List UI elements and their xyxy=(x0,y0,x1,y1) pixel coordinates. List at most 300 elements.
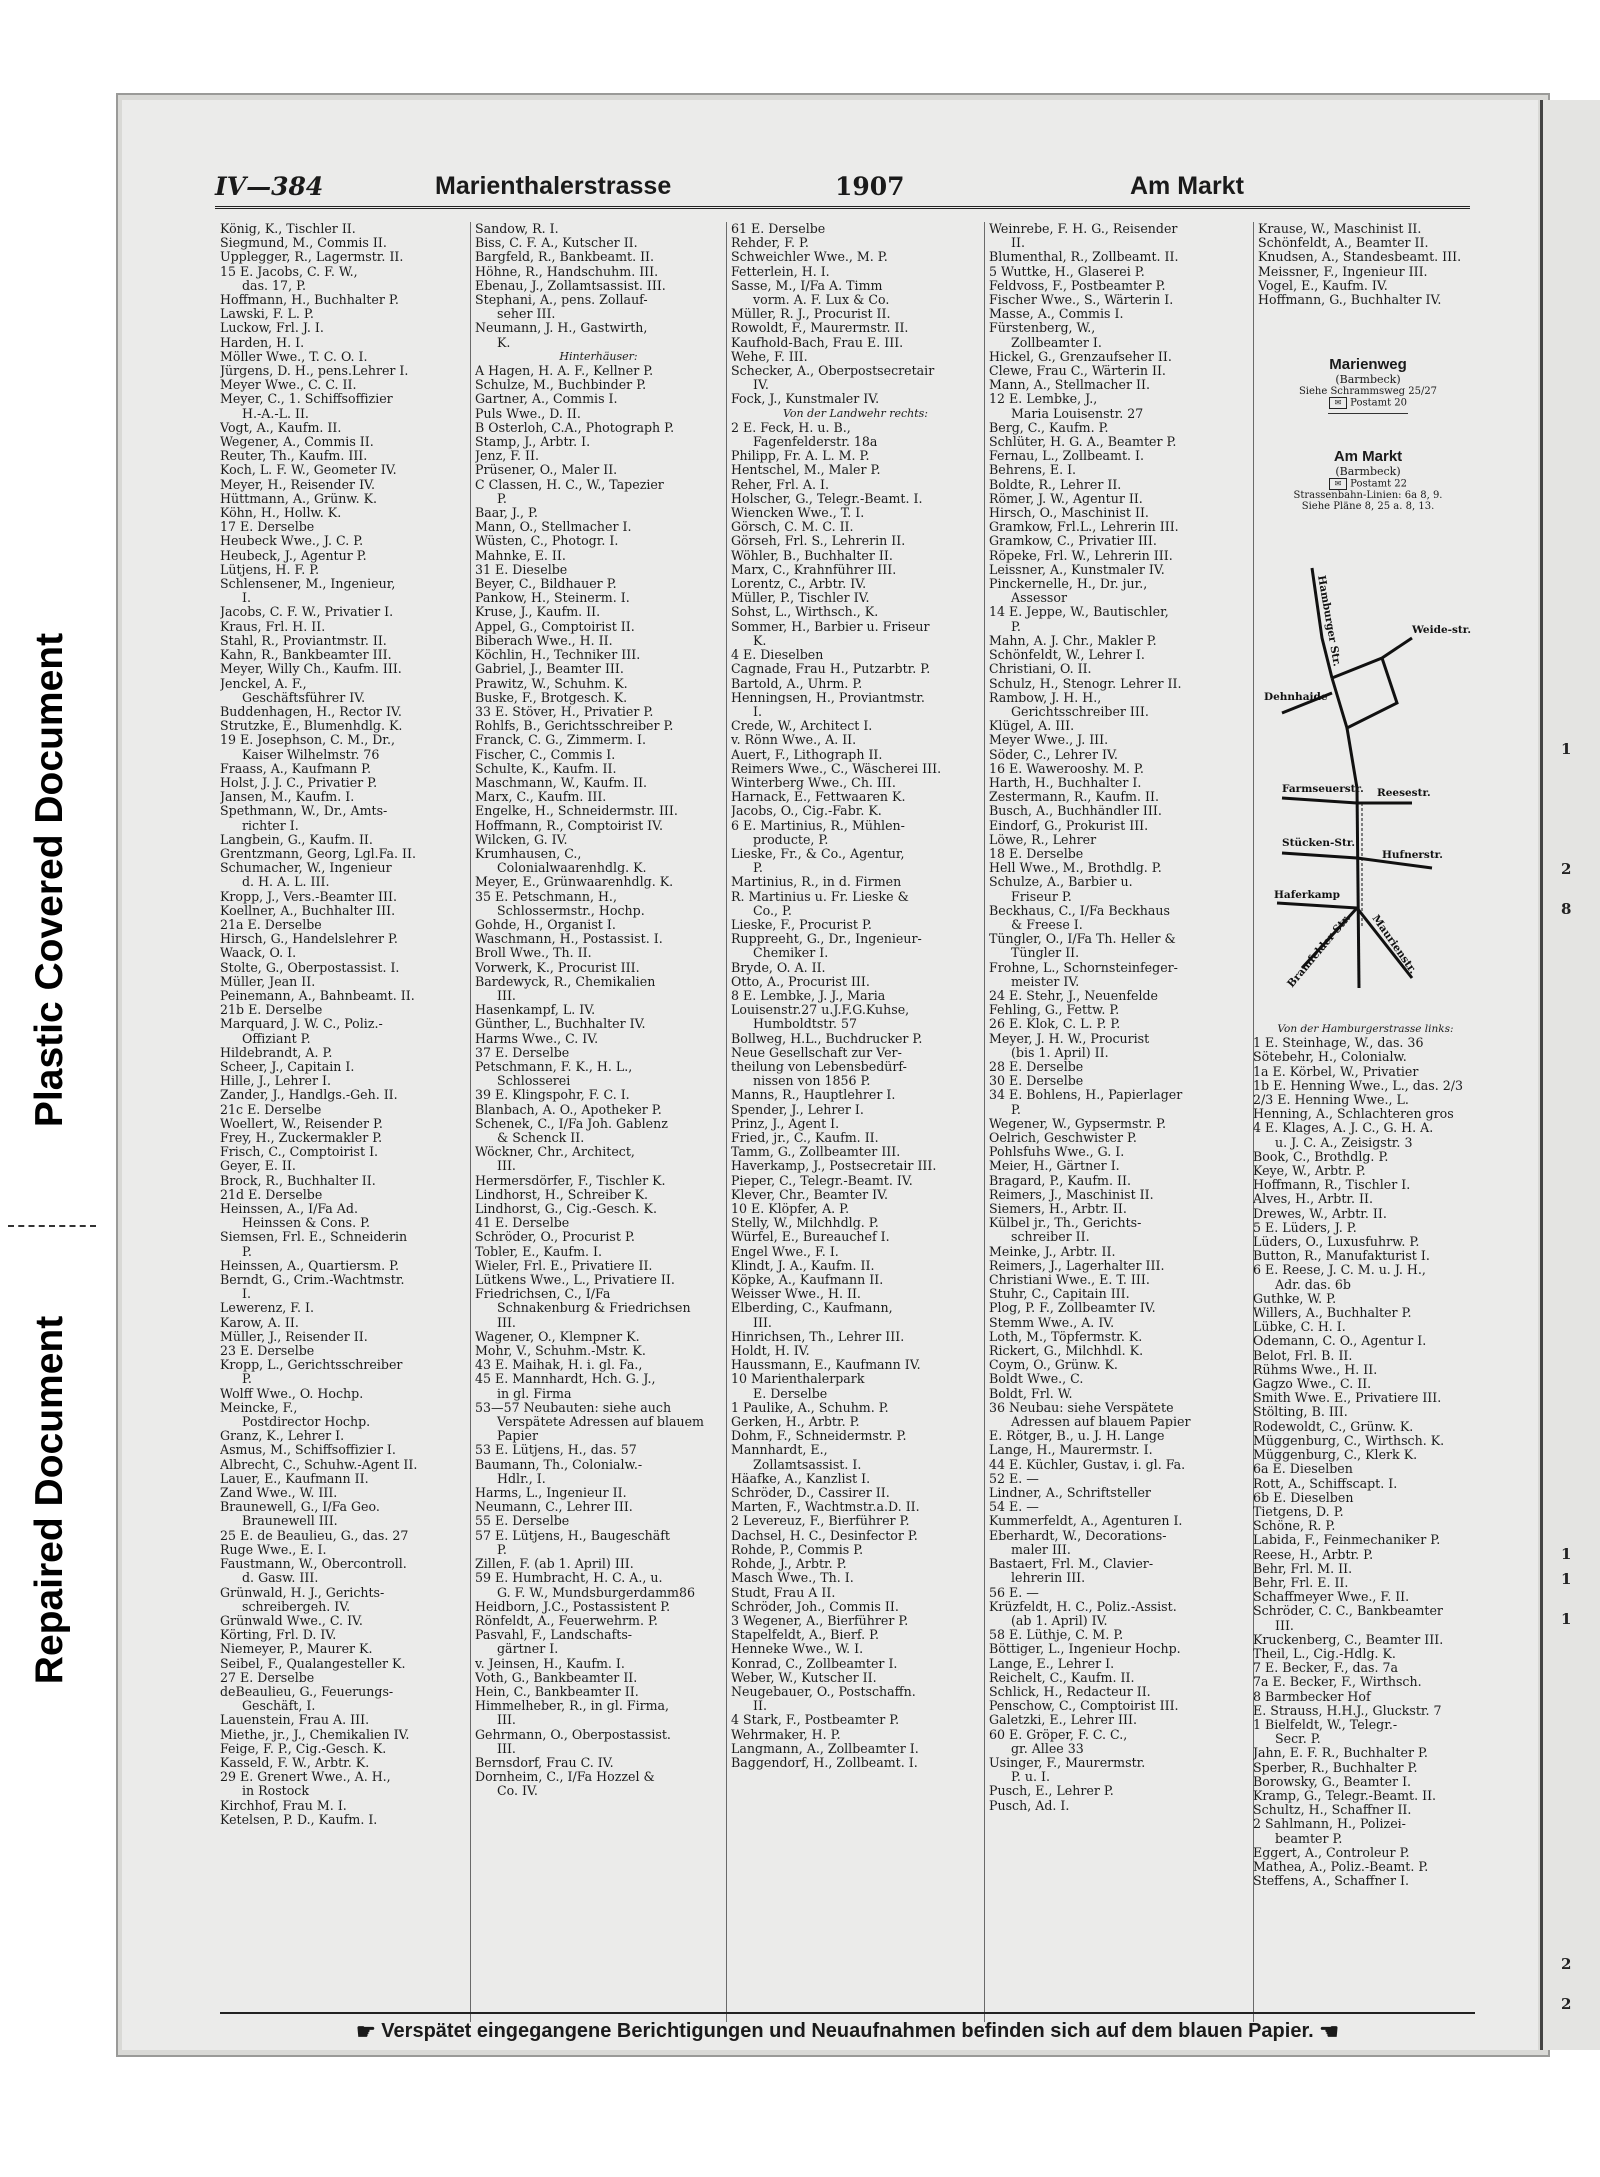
directory-entry: Hoffmann, R., Comptoirist IV. xyxy=(475,818,664,833)
directory-entry: Eberhardt, W., Decorations- xyxy=(989,1528,1167,1543)
directory-entry: Kaiser Wilhelmstr. 76 xyxy=(242,747,380,762)
directory-entry: Meyer, C., 1. Schiffsoffizier xyxy=(220,392,393,407)
directory-entry: Wolff Wwe., O. Hochp. xyxy=(220,1386,364,1401)
directory-entry: 6 E. Reese, J. C. M. u. J. H., xyxy=(1253,1263,1426,1278)
directory-entry: Boldt, Frl. W. xyxy=(989,1386,1073,1401)
directory-entry: Kraus, Frl. H. II. xyxy=(220,619,326,634)
am-markt-postamt: Postamt 22 xyxy=(1350,478,1408,490)
directory-entry: meister IV. xyxy=(1011,974,1080,989)
directory-entry: Prawitz, W., Schuhm. K. xyxy=(475,676,628,691)
directory-entry: E. Rötger, B., u. J. H. Lange xyxy=(989,1429,1165,1444)
directory-entry: Adr. das. 6b xyxy=(1275,1277,1351,1292)
directory-entry: Neugebauer, O., Postschaffn. xyxy=(731,1684,916,1699)
directory-entry: Loth, M., Töpfermstr. K. xyxy=(989,1329,1143,1344)
marienweg-title: Marienweg xyxy=(1329,356,1407,373)
directory-entry: Köhn, H., Hollw. K. xyxy=(220,506,342,521)
directory-entry: Maschmann, W., Kaufm. II. xyxy=(475,775,648,790)
directory-entry: Boldt Wwe., C. xyxy=(989,1372,1084,1387)
directory-entry: Löwe, R., Lehrer xyxy=(989,832,1097,847)
directory-entry: Puls Wwe., D. II. xyxy=(475,406,581,421)
map-label-bramfelder-str: Bramfelder Str. xyxy=(1285,912,1354,990)
directory-entry: Gerken, H., Arbtr. P. xyxy=(731,1415,860,1430)
post-box-icon: ✉ xyxy=(1329,397,1347,409)
directory-entry: Schlüter, H. G. A., Beamter P. xyxy=(989,435,1177,450)
directory-column-4 xyxy=(984,222,1249,2022)
directory-entry: 4 E. Klages, A. J. C., G. H. A. xyxy=(1253,1121,1434,1136)
directory-entry: Vorwerk, K., Procurist III. xyxy=(475,960,640,975)
directory-entry: 31 E. Dieselbe xyxy=(475,562,568,577)
directory-entry: Seibel, F., Qualangesteller K. xyxy=(220,1656,406,1671)
directory-entry: Niemeyer, P., Maurer K. xyxy=(220,1642,373,1657)
directory-entry: Tamm, G., Zollbeamter III. xyxy=(731,1145,901,1160)
directory-entry: Waack, O. I. xyxy=(220,946,297,961)
directory-entry: Koch, L. F. W., Geometer IV. xyxy=(220,463,397,478)
directory-entry: Knudsen, A., Standesbeamt. III. xyxy=(1258,250,1462,265)
directory-entry: Weber, W., Kutscher II. xyxy=(731,1670,877,1685)
directory-entry: 2 Sahlmann, H., Polizei- xyxy=(1253,1817,1406,1832)
map-label-dehnhaide: Dehnhaide xyxy=(1264,691,1328,703)
plastic-covered-label: Plastic Covered Document xyxy=(28,632,71,1128)
directory-entry: 59 E. Humbracht, H. C. A., u. xyxy=(475,1571,663,1586)
directory-entry: Külbel jr., Th., Gerichts- xyxy=(989,1216,1142,1231)
post-box-icon: ✉ xyxy=(1329,478,1347,490)
map-label-hamburger-str: Hamburger Str. xyxy=(1315,574,1343,668)
directory-entry: III. xyxy=(497,1713,516,1728)
directory-entry: Spethmann, W., Dr., Amts- xyxy=(220,804,388,819)
directory-entry: Voth, G., Bankbeamter II. xyxy=(475,1670,638,1685)
directory-entry: 1a E. Körbel, W., Privatier xyxy=(1253,1064,1419,1079)
directory-entry: Weinrebe, F. H. G., Reisender xyxy=(989,222,1178,236)
directory-entry: schreibergeh. IV. xyxy=(242,1599,351,1614)
directory-entry: Buske, F., Brotgesch. K. xyxy=(475,690,628,705)
directory-entry: P. u. I. xyxy=(1011,1770,1051,1785)
directory-entry: Borowsky, G., Beamter I. xyxy=(1253,1774,1412,1789)
directory-entry: seher III. xyxy=(497,307,556,322)
directory-entry: Jansen, M., Kaufm. I. xyxy=(220,790,355,805)
directory-entry: 16 E. Wawerooshy. M. P. xyxy=(989,761,1144,776)
directory-entry: Gartner, A., Commis I. xyxy=(475,392,618,407)
directory-entry: Hirsch, O., Maschinist II. xyxy=(989,506,1149,521)
directory-entry: Assessor xyxy=(1011,591,1068,606)
directory-entry: K. xyxy=(753,633,767,648)
directory-entry: Fürstenberg, W., xyxy=(989,321,1096,336)
directory-entry: 7 E. Becker, F., das. 7a xyxy=(1253,1661,1399,1676)
directory-entry: Schulz, H., Stenogr. Lehrer II. xyxy=(989,676,1182,691)
directory-entry: Louisenstr.27 u.J.F.G.Kuhse, xyxy=(731,1003,910,1018)
directory-entry: Geyer, E. II. xyxy=(220,1159,296,1174)
directory-entry: Lindner, A., Schriftsteller xyxy=(989,1486,1151,1501)
directory-entry: Siemers, H., Arbtr. II. xyxy=(989,1202,1127,1217)
directory-entry: Crede, W., Architect I. xyxy=(731,719,873,734)
directory-entry: maler III. xyxy=(1011,1542,1071,1557)
directory-entry: König, K., Tischler II. xyxy=(220,222,356,236)
directory-entry: Manns, R., Hauptlehrer I. xyxy=(731,1088,896,1103)
directory-entry: Stapelfeldt, A., Bierf. P. xyxy=(731,1628,880,1643)
directory-entry: Stuhr, C., Capitain III. xyxy=(989,1287,1130,1302)
directory-entry: Schröder, C. C., Bankbeamter xyxy=(1253,1604,1443,1619)
directory-entry: Wagener, O., Klempner K. xyxy=(475,1329,640,1344)
directory-entry: 61 E. Derselbe xyxy=(731,222,826,236)
directory-entry: Reuter, Th., Kaufm. III. xyxy=(220,449,368,464)
directory-entry: Christiani, O. II. xyxy=(989,662,1092,677)
directory-entry: Haussmann, E., Kaufmann IV. xyxy=(731,1358,921,1373)
directory-entry: Stephani, A., pens. Zollauf- xyxy=(475,293,648,308)
directory-entry: 58 E. Lüthje, C. M. P. xyxy=(989,1628,1124,1643)
directory-entry: Rohde, P., Commis P. xyxy=(731,1542,864,1557)
directory-entry: Prinz, J., Agent I. xyxy=(731,1116,840,1131)
directory-entry: Pankow, H., Steinerm. I. xyxy=(475,591,630,606)
directory-entry: Berg, C., Kaufm. P. xyxy=(989,420,1109,435)
directory-entry: Hoffmann, H., Buchhalter P. xyxy=(220,293,399,308)
directory-entry: E. Derselbe xyxy=(753,1386,828,1401)
directory-entry: Neumann, J. H., Gastwirth, xyxy=(475,321,648,336)
directory-entry: Co., P. xyxy=(753,903,792,918)
directory-entry: Frisch, C., Comptoirist I. xyxy=(220,1145,379,1160)
directory-entry: Friedrichsen, C., I/Fa xyxy=(475,1287,611,1302)
directory-entry: Himmelheber, R., in gl. Firma, xyxy=(475,1699,670,1714)
directory-entry: Schecker, A., Oberpostsecretair xyxy=(731,364,935,379)
directory-entry: d. H. A. L. III. xyxy=(242,875,330,890)
directory-entry: Guthke, W. P. xyxy=(1253,1291,1337,1306)
directory-entry: Kropp, J., Vers.-Beamter III. xyxy=(220,889,397,904)
directory-entry: Wüsten, C., Photogr. I. xyxy=(475,534,619,549)
directory-entry: Schönfeldt, A., Beamter II. xyxy=(1258,236,1429,251)
map-label-hufnerstr: Hufnerstr. xyxy=(1382,849,1443,861)
directory-entry: Müggenburg, C., Klerk K. xyxy=(1253,1448,1418,1463)
directory-entry: Schröder, O., Procurist P. xyxy=(475,1230,635,1245)
am-markt-title: Am Markt xyxy=(1333,448,1403,465)
directory-entry: 2 E. Feck, H. u. B., xyxy=(731,420,851,435)
directory-entry: Asmus, M., Schiffsoffizier I. xyxy=(220,1443,396,1458)
directory-entry: 2/3 E. Henning Wwe., L. xyxy=(1253,1093,1409,1108)
directory-entry: II. xyxy=(1011,236,1025,251)
directory-entry: Schenek, C., I/Fa Joh. Gablenz xyxy=(475,1116,668,1131)
directory-entry: Fetterlein, H. I. xyxy=(731,264,830,279)
directory-entry: Hickel, G., Grenzaufseher II. xyxy=(989,349,1172,364)
directory-entry: Görseh, Frl. S., Lehrerin II. xyxy=(731,534,906,549)
directory-entry: Jürgens, D. H., pens.Lehrer I. xyxy=(220,364,409,379)
directory-entry: Cagnade, Frau H., Putzarbtr. P. xyxy=(731,662,931,677)
directory-entry: Zand Wwe., W. III. xyxy=(220,1486,338,1501)
directory-entry: (bis 1. April) II. xyxy=(1011,1045,1109,1060)
directory-entry: P. xyxy=(497,491,507,506)
directory-entry: Marx, C., Krahnführer III. xyxy=(731,562,897,577)
directory-entry: III. xyxy=(1275,1618,1294,1633)
directory-entry: Friseur P. xyxy=(1011,889,1072,904)
directory-entry: Schönfeldt, W., Lehrer I. xyxy=(989,648,1145,663)
directory-entry: Klever, Chr., Beamter IV. xyxy=(731,1187,889,1202)
directory-entry: Kummerfeldt, A., Agenturen I. xyxy=(989,1514,1183,1529)
directory-entry: 25 E. de Beaulieu, G., das. 27 xyxy=(220,1528,409,1543)
directory-entry: Hüttmann, A., Grünw. K. xyxy=(220,491,378,506)
directory-entry: Bernsdorf, Frau C. IV. xyxy=(475,1755,614,1770)
directory-entry: Stamp, J., Arbtr. I. xyxy=(475,435,591,450)
right-title: Am Markt xyxy=(1130,172,1244,200)
map-label-haferkamp: Haferkamp xyxy=(1274,889,1340,901)
directory-entry: Krause, W., Maschinist II. xyxy=(1258,222,1422,236)
directory-entry: Stelly, W., Milchhdlg. P. xyxy=(731,1216,879,1231)
directory-entry: 57 E. Lütjens, H., Baugeschäft xyxy=(475,1528,670,1543)
directory-entry: Mannhardt, E., xyxy=(731,1443,828,1458)
directory-entry: P. xyxy=(242,1372,252,1387)
directory-entry: 52 E. — xyxy=(989,1471,1039,1486)
directory-entry: Feldvoss, F., Postbeamter P. xyxy=(989,278,1166,293)
directory-entry: Lauenstein, Frau A. III. xyxy=(220,1713,370,1728)
directory-entry: Harms Wwe., C. IV. xyxy=(475,1031,599,1046)
directory-entry: Müller, R. J., Procurist II. xyxy=(731,307,891,322)
directory-entry: Heidborn, J.C., Postassistent P. xyxy=(475,1599,671,1614)
directory-entry: Maria Louisenstr. 27 xyxy=(1011,406,1144,421)
directory-entry: I. xyxy=(753,704,762,719)
directory-entry: Wieler, Frl. E., Privatiere II. xyxy=(475,1258,653,1273)
directory-entry: Fagenfelderstr. 18a xyxy=(753,435,878,450)
directory-entry: Rott, A., Schiffscapt. I. xyxy=(1253,1476,1398,1491)
edge-digit: 1 xyxy=(1561,1545,1572,1563)
directory-entry: Marx, C., Kaufm. III. xyxy=(475,790,607,805)
directory-entry: Baggendorf, H., Zollbeamt. I. xyxy=(731,1755,918,1770)
directory-entry: Rickert, G., Milchhdl. K. xyxy=(989,1344,1144,1359)
directory-entry: Drewes, W., Arbtr. II. xyxy=(1253,1206,1387,1221)
directory-entry: Weisser Wwe., H. II. xyxy=(731,1287,861,1302)
directory-entry: Marten, F., Wachtmstr.a.D. II. xyxy=(731,1500,920,1515)
directory-entry: Schulze, A., Barbier u. xyxy=(989,875,1133,890)
directory-entry: Wöhler, B., Buchhalter II. xyxy=(731,548,893,563)
directory-entry: 34 E. Bohlens, H., Papierlager xyxy=(989,1088,1183,1103)
am-markt-plan-note: Siehe Pläne 8, 25 a. 8, 13. xyxy=(1301,501,1435,512)
directory-entry: Sasse, M., I/Fa A. Timm xyxy=(731,278,883,293)
directory-entry: Lorentz, C., Arbtr. IV. xyxy=(731,577,867,592)
directory-entry: Stölting, B. III. xyxy=(1253,1405,1348,1420)
directory-entry: Rehder, F. P. xyxy=(731,236,809,251)
directory-entry: Fehling, G., Fettw. P. xyxy=(989,1003,1120,1018)
directory-column-3 xyxy=(726,222,980,2022)
directory-entry: Humboldtstr. 57 xyxy=(753,1017,858,1032)
directory-entry: Steffens, A., Schaffner I. xyxy=(1253,1874,1410,1889)
directory-entry: Müller, P., Tischler IV. xyxy=(731,591,870,606)
directory-entry: Bryde, O. A. II. xyxy=(731,960,826,975)
marienweg-block xyxy=(1258,356,1478,418)
directory-entry: 1b E. Henning Wwe., L., das. 2/3 xyxy=(1253,1078,1464,1093)
directory-entry: P. xyxy=(497,1542,507,1557)
directory-entry: Konrad, C., Zollbeamter I. xyxy=(731,1656,898,1671)
directory-entry: Schröder, Joh., Commis II. xyxy=(731,1599,899,1614)
edge-digit: 1 xyxy=(1561,1570,1572,1588)
directory-entry: Bollweg, H.L., Buchdrucker P. xyxy=(731,1031,923,1046)
directory-column-1 xyxy=(220,222,466,2022)
directory-entry: III. xyxy=(497,1159,516,1174)
directory-entry: Faustmann, W., Obercontroll. xyxy=(220,1557,407,1572)
directory-entry: H.-A.-L. II. xyxy=(242,406,309,421)
directory-entry: Henningsen, H., Proviantmstr. xyxy=(731,690,925,705)
directory-entry: Sommer, H., Barbier u. Friseur xyxy=(731,619,930,634)
directory-entry: das. 17, P. xyxy=(242,278,306,293)
directory-entry: Kaufhold-Bach, Frau E. III. xyxy=(731,335,904,350)
marienweg-subtitle: (Barmbeck) xyxy=(1335,373,1401,386)
directory-entry: Gagzo Wwe., C. II. xyxy=(1253,1377,1372,1392)
directory-entry: Holdt, H. IV. xyxy=(731,1344,810,1359)
directory-entry: Ruppreeht, G., Dr., Ingenieur- xyxy=(731,932,922,947)
directory-entry: Fischer Wwe., S., Wärterin I. xyxy=(989,293,1174,308)
directory-entry: Peinemann, A., Bahnbeamt. II. xyxy=(220,988,415,1003)
directory-entry: Lindhorst, H., Schreiber K. xyxy=(475,1187,649,1202)
directory-entry: Galetzki, E., Lehrer III. xyxy=(989,1713,1137,1728)
directory-entry: Siemsen, Frl. E., Schneiderin xyxy=(220,1230,408,1245)
directory-entry: Langbein, G., Kaufm. II. xyxy=(220,832,373,847)
directory-entry: Meyer, E., Grünwaarenhdlg. K. xyxy=(475,875,674,890)
directory-entry: Christiani Wwe., E. T. III. xyxy=(989,1273,1150,1288)
directory-entry: 8 Barmbecker Hof xyxy=(1253,1689,1371,1704)
directory-entry: Wegener, A., Commis II. xyxy=(220,435,374,450)
directory-entry: 8 E. Lembke, J. J., Maria xyxy=(731,988,886,1003)
directory-entry: Meyer, Willy Ch., Kaufm. III. xyxy=(220,662,402,677)
directory-entry: Harden, H. I. xyxy=(220,335,305,350)
map-label-stueckenstr: Stücken-Str. xyxy=(1282,837,1356,849)
directory-entry: Eggert, A., Controleur P. xyxy=(1253,1845,1410,1860)
directory-entry: Lüders, O., Luxusfuhrw. P. xyxy=(1253,1235,1420,1250)
footer-text: Verspätet eingegangene Berichtigungen und Neuaufnahmen befinden sich auf dem blauen Papier. xyxy=(381,2020,1314,2042)
directory-entry: Bartold, A., Uhrm. P. xyxy=(731,676,863,691)
directory-entry: Eindorf, G., Prokurist III. xyxy=(989,818,1149,833)
directory-entry: 6 E. Martinius, R., Mühlen- xyxy=(731,818,905,833)
directory-entry: Höhne, R., Handschuhm. III. xyxy=(475,264,659,279)
edge-digit: 1 xyxy=(1561,1610,1572,1628)
directory-entry: Hasenkampf, L. IV. xyxy=(475,1003,596,1018)
directory-entry: Kruse, J., Kaufm. II. xyxy=(475,605,601,620)
directory-entry: Klügel, A. III. xyxy=(989,719,1075,734)
directory-entry: Zollbeamter I. xyxy=(1011,335,1102,350)
directory-entry: u. J. C. A., Zeisigstr. 3 xyxy=(1275,1135,1413,1150)
directory-entry: Hoffmann, G., Buchhalter IV. xyxy=(1258,293,1442,308)
directory-entry: Tobler, E., Kaufm. I. xyxy=(475,1244,603,1259)
side-labels xyxy=(0,0,110,2177)
directory-entry: 1 Paulike, A., Schuhm. P. xyxy=(731,1400,889,1415)
directory-entry: Hermersdörfer, F., Tischler K. xyxy=(475,1173,666,1188)
directory-entry: E. Strauss, H.H.J., Gluckstr. 7 xyxy=(1253,1703,1442,1718)
directory-entry: schreiber II. xyxy=(1011,1230,1090,1245)
directory-entry: R. Martinius u. Fr. Lieske & xyxy=(731,889,909,904)
directory-entry: Button, R., Manufakturist I. xyxy=(1253,1249,1430,1264)
directory-entry: Brock, R., Buchhalter II. xyxy=(220,1173,376,1188)
directory-entry: Rühms Wwe., H. II. xyxy=(1253,1362,1378,1377)
directory-entry: Behr, Frl. M. II. xyxy=(1253,1561,1353,1576)
directory-entry: Granz, K., Lehrer I. xyxy=(220,1429,345,1444)
directory-entry: Pohlsfuhs Wwe., G. I. xyxy=(989,1145,1125,1160)
directory-entry: 30 E. Derselbe xyxy=(989,1074,1084,1089)
directory-entry: Gohde, H., Organist I. xyxy=(475,917,616,932)
directory-entry: Gabriel, J., Beamter III. xyxy=(475,662,624,677)
directory-entry: Stolte, G., Oberpostassist. I. xyxy=(220,960,400,975)
directory-entry: 43 E. Maihak, H. i. gl. Fa., xyxy=(475,1358,643,1373)
directory-entry: gärtner I. xyxy=(497,1642,559,1657)
repaired-label: Repaired Document xyxy=(28,1315,71,1685)
directory-entry: Smith Wwe. E., Privatiere III. xyxy=(1253,1391,1442,1406)
directory-entry: Römer, J. W., Agentur II. xyxy=(989,491,1143,506)
directory-entry: 2 Levereuz, F., Bierführer P. xyxy=(731,1514,910,1529)
directory-entry: Lindhorst, G., Cig.-Gesch. K. xyxy=(475,1202,657,1217)
directory-entry: Lewerenz, F. I. xyxy=(220,1301,315,1316)
directory-entry: Gramkow, Frl.L., Lehrerin III. xyxy=(989,520,1179,535)
directory-entry: Winterberg Wwe., Ch. III. xyxy=(731,775,896,790)
directory-entry: Keye, W., Arbtr. P. xyxy=(1253,1164,1366,1179)
directory-entry: 10 E. Klöpfer, A. P. xyxy=(731,1202,850,1217)
map-label-weidestr: Weide-str. xyxy=(1412,624,1471,636)
directory-entry: Fernau, L., Zollbeamt. I. xyxy=(989,449,1145,464)
directory-entry: Meincke, F., xyxy=(220,1400,298,1415)
directory-entry: Mathea, A., Poliz.-Beamt. P. xyxy=(1253,1859,1429,1874)
directory-entry: Rodewoldt, C., Grünw. K. xyxy=(1253,1419,1414,1434)
directory-entry: A Hagen, H. A. F., Kellner P. xyxy=(475,364,654,379)
directory-entry: 17 E. Derselbe xyxy=(220,520,315,535)
directory-entry: Böttiger, L., Ingenieur Hochp. xyxy=(989,1642,1181,1657)
directory-entry: 21a E. Derselbe xyxy=(220,917,322,932)
directory-entry: 39 E. Klingspohr, F. C. I. xyxy=(475,1088,630,1103)
directory-entry: d. Gasw. III. xyxy=(242,1571,319,1586)
directory-entry: Vogt, A., Kaufm. II. xyxy=(220,420,342,435)
directory-entry: C Classen, H. C., W., Tapezier xyxy=(475,477,664,492)
directory-entry: 7a E. Becker, F., Wirthsch. xyxy=(1253,1675,1422,1690)
directory-entry: Zestermann, R., Kaufm. II. xyxy=(989,790,1159,805)
section-divider xyxy=(8,1225,96,1227)
directory-entry: Dornheim, C., I/Fa Hozzel & xyxy=(475,1770,655,1785)
running-header xyxy=(215,172,1470,209)
directory-entry: Henneke Wwe., W. I. xyxy=(731,1642,864,1657)
directory-column-5-list xyxy=(1253,1022,1478,1888)
street-map xyxy=(1262,548,1478,1018)
directory-entry: Adressen auf blauem Papier xyxy=(1011,1415,1191,1430)
directory-entry: Beyer, C., Bildhauer P. xyxy=(475,577,617,592)
directory-entry: Wöckner, Chr., Architect, xyxy=(475,1145,635,1160)
directory-entry: 26 E. Klok, C. L. P. P. xyxy=(989,1017,1121,1032)
directory-entry: Kirchhof, Frau M. I. xyxy=(220,1798,347,1813)
directory-entry: Fraass, A., Kaufmann P. xyxy=(220,761,372,776)
directory-entry: Buddenhagen, H., Rector IV. xyxy=(220,704,402,719)
directory-entry: Behr, Frl. E. II. xyxy=(1253,1575,1349,1590)
directory-entry: Siegmund, M., Commis II. xyxy=(220,236,387,251)
directory-entry: Mahn, A. J. Chr., Makler P. xyxy=(989,633,1157,648)
directory-entry: deBeaulieu, G., Feuerungs- xyxy=(220,1684,394,1699)
directory-entry: 60 E. Gröper, F. C. C., xyxy=(989,1727,1128,1742)
directory-entry: Studt, Frau A II. xyxy=(731,1585,836,1600)
directory-entry: 21d E. Derselbe xyxy=(220,1187,323,1202)
directory-entry: Marquard, J. W. C., Poliz.- xyxy=(220,1017,383,1032)
directory-entry: Meyer, J. H. W., Procurist xyxy=(989,1031,1150,1046)
directory-entry: richter I. xyxy=(242,818,299,833)
directory-entry: Rowoldt, F., Maurermstr. II. xyxy=(731,321,909,336)
directory-entry: 5 E. Lüders, J. P. xyxy=(1253,1220,1357,1235)
directory-entry: Meyer Wwe., C. C. II. xyxy=(220,378,357,393)
directory-entry: Schumacher, W., Ingenieur xyxy=(220,861,392,876)
directory-entry: 18 E. Derselbe xyxy=(989,846,1084,861)
directory-entry: Schlick, H., Redacteur II. xyxy=(989,1684,1151,1699)
year-title: 1907 xyxy=(835,172,905,201)
edge-digit: 8 xyxy=(1561,900,1572,918)
directory-entry: Ketelsen, P. D., Kaufm. I. xyxy=(220,1812,378,1827)
directory-entry: nissen von 1856 P. xyxy=(753,1074,871,1089)
directory-entry: Meinke, J., Arbtr. II. xyxy=(989,1244,1116,1259)
directory-entry: Harms, L., Ingenieur II. xyxy=(475,1486,627,1501)
directory-entry: Günther, L., Buchhalter IV. xyxy=(475,1017,646,1032)
directory-entry: Albrecht, C., Schuhw.-Agent II. xyxy=(220,1457,418,1472)
directory-entry: Kramp, G., Telegr.-Beamt. II. xyxy=(1253,1788,1437,1803)
directory-entry: 29 E. Grenert Wwe., A. H., xyxy=(220,1770,391,1785)
directory-entry: Odemann, C. O., Agentur I. xyxy=(1253,1334,1427,1349)
directory-entry: Leissner, A., Kunstmaler IV. xyxy=(989,562,1165,577)
directory-entry: Haverkamp, J., Postsecretair III. xyxy=(731,1159,937,1174)
pointing-hand-icon: ☚ xyxy=(1319,2018,1339,2044)
directory-entry: Reimers, J., Maschinist II. xyxy=(989,1187,1154,1202)
directory-entry: Reimers, J., Lagerhalter III. xyxy=(989,1258,1165,1273)
directory-entry: Schlensener, M., Ingenieur, xyxy=(220,577,396,592)
